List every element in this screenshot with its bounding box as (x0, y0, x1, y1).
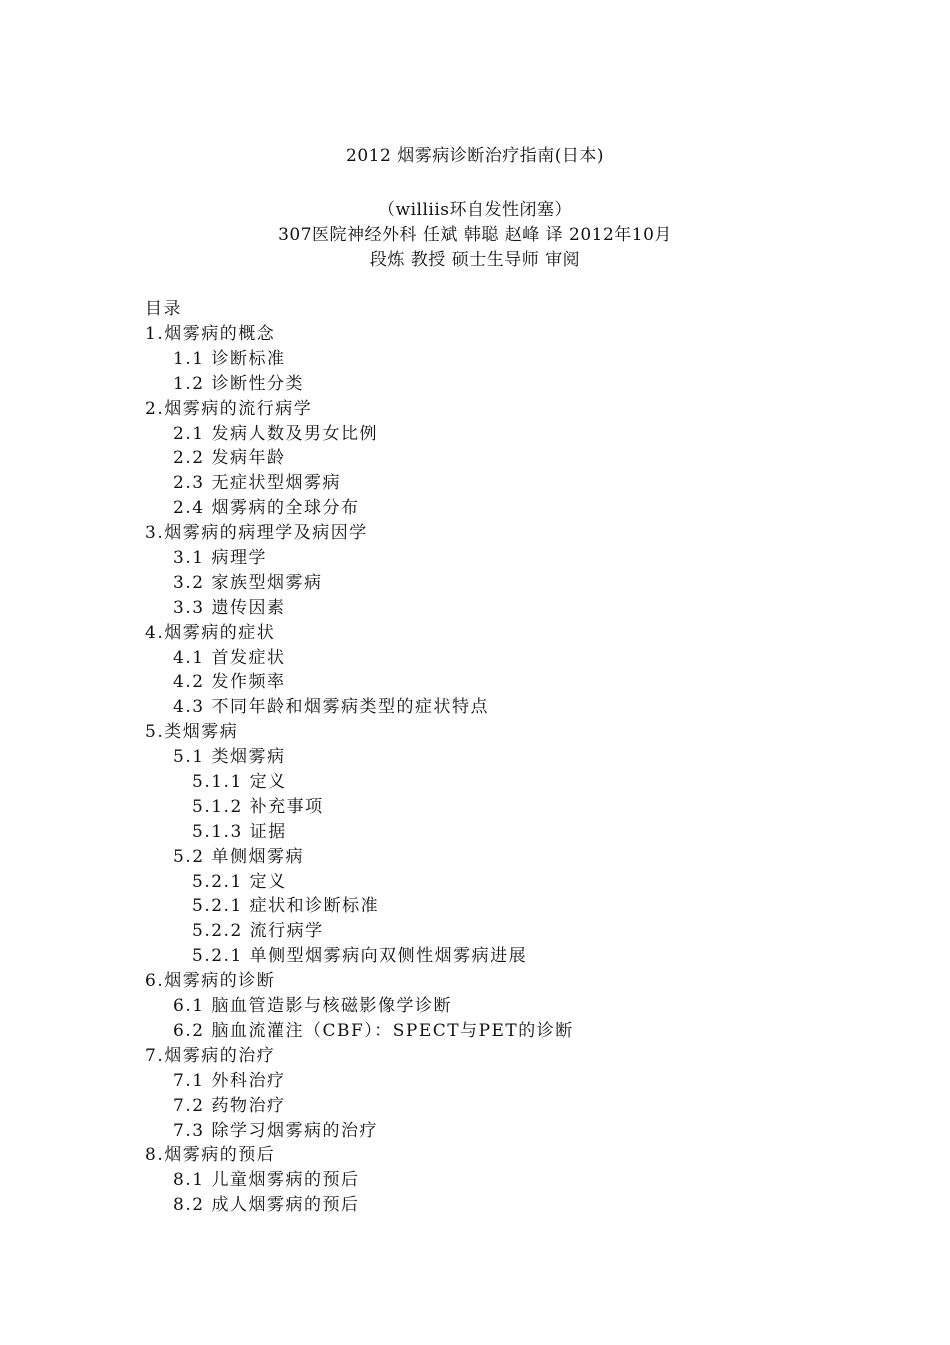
toc-item[interactable]: 5.2 单侧烟雾病 (173, 846, 304, 867)
subtitle-line: （williis环自发性闭塞） (378, 200, 572, 220)
toc-item[interactable]: 1.烟雾病的概念 (145, 324, 276, 344)
toc-item[interactable]: 5.2.1 定义 (192, 871, 287, 892)
toc-item[interactable]: 1.1 诊断标准 (173, 348, 286, 369)
toc-item[interactable]: 4.烟雾病的症状 (145, 622, 276, 643)
toc-item[interactable]: 1.2 诊断性分类 (173, 373, 304, 394)
toc-item[interactable]: 5.类烟雾病 (145, 722, 239, 743)
toc-item[interactable]: 5.2.1 单侧型烟雾病向双侧性烟雾病进展 (192, 946, 528, 967)
toc-item[interactable]: 3.1 病理学 (173, 548, 267, 569)
toc-item[interactable]: 6.2 脑血流灌注（CBF）：SPECT与PET的诊断 (173, 1020, 574, 1041)
toc-item[interactable]: 5.2.1 症状和诊断标准 (192, 896, 380, 917)
toc-item[interactable]: 2.2 发病年龄 (173, 448, 286, 469)
table-of-contents (145, 297, 845, 1218)
document-subtitle-block (0, 198, 950, 273)
subtitle-line: 307医院神经外科 任斌 韩聪 赵峰 译 2012年10月 (278, 225, 672, 245)
toc-item[interactable]: 3.2 家族型烟雾病 (173, 572, 323, 593)
toc-item[interactable]: 3.烟雾病的病理学及病因学 (145, 523, 368, 544)
toc-item[interactable]: 2.4 烟雾病的全球分布 (173, 498, 360, 519)
toc-item[interactable]: 2.1 发病人数及男女比例 (173, 423, 378, 444)
toc-item[interactable]: 8.2 成人烟雾病的预后 (173, 1195, 360, 1216)
toc-item[interactable]: 7.1 外科治疗 (173, 1070, 286, 1091)
toc-list (145, 322, 845, 1218)
toc-item[interactable]: 6.烟雾病的诊断 (145, 971, 276, 992)
toc-item[interactable]: 5.1.1 定义 (192, 772, 287, 793)
toc-item[interactable]: 4.3 不同年龄和烟雾病类型的症状特点 (173, 697, 489, 718)
document-title: 2012 烟雾病诊断治疗指南(日本) (346, 146, 604, 166)
toc-item[interactable]: 3.3 遗传因素 (173, 597, 286, 618)
toc-item[interactable]: 7.烟雾病的治疗 (145, 1045, 276, 1066)
toc-item[interactable]: 8.1 儿童烟雾病的预后 (173, 1170, 360, 1191)
toc-item[interactable]: 5.1.2 补充事项 (192, 796, 324, 817)
toc-item[interactable]: 8.烟雾病的预后 (145, 1145, 276, 1166)
subtitle-line: 段炼 教授 硕士生导师 审阅 (369, 250, 581, 270)
toc-item[interactable]: 4.1 首发症状 (173, 647, 286, 668)
toc-item[interactable]: 7.3 除学习烟雾病的治疗 (173, 1120, 378, 1141)
toc-item[interactable]: 7.2 药物治疗 (173, 1095, 286, 1116)
toc-item[interactable]: 4.2 发作频率 (173, 672, 286, 693)
toc-item[interactable]: 5.1 类烟雾病 (173, 747, 286, 768)
toc-heading: 目录 (145, 299, 182, 319)
toc-item[interactable]: 5.1.3 证据 (192, 821, 287, 842)
toc-item[interactable]: 2.3 无症状型烟雾病 (173, 473, 341, 494)
toc-item[interactable]: 2.烟雾病的流行病学 (145, 398, 313, 419)
toc-item[interactable]: 5.2.2 流行病学 (192, 921, 324, 942)
toc-item[interactable]: 6.1 脑血管造影与核磁影像学诊断 (173, 996, 452, 1017)
